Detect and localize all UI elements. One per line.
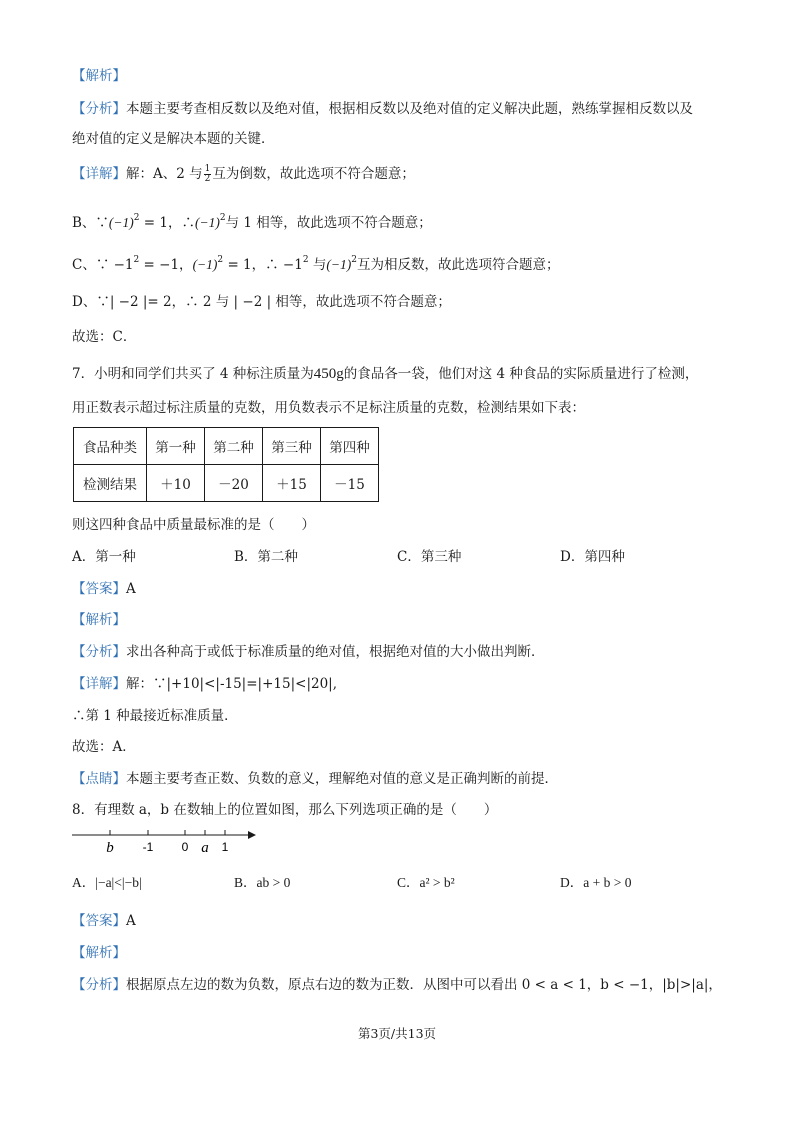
q7-conclusion: ∴第 1 种最接近标准质量． xyxy=(72,708,238,724)
q6-fenxi-line1: 【分析】本题主要考查相反数以及绝对值，根据相反数以及绝对值的定义解决此题，熟练掌握相反数以及 xyxy=(72,101,693,117)
table-cell: 食品种类 xyxy=(74,428,147,465)
q7-option-a: A．第一种 xyxy=(72,549,136,565)
q6-detail-d: D、∵| −2 |= 2，∴ 2 与 | −2 | 相等，故此选项不符合题意； xyxy=(72,294,451,310)
table-cell: 第四种 xyxy=(321,428,379,465)
number-line-figure xyxy=(72,826,262,856)
q7-detail: 【详解】解：∵|+10|<|-15|=|+15|<|20|, xyxy=(72,676,338,692)
q8-fenxi: 【分析】根据原点左边的数为负数，原点右边的数为正数．从图中可以看出 0 < a < 1，b < −1，|b|>|a|， xyxy=(72,977,722,993)
q6-detail-c: C、∵ $-1^2 = -1$，$(-1)^2 = 1$，∴ $-1^2$ 与$(-1)^2$互为相反数，故此选项符合题意； xyxy=(72,255,560,273)
q7-option-d: D．第四种 xyxy=(560,549,625,565)
q7-question: 则这四种食品中质量最标准的是（ ） xyxy=(72,517,315,533)
q7-answer: 【答案】A xyxy=(72,581,136,597)
q7-option-b: B．第二种 xyxy=(234,549,298,565)
q8-option-c: C．a² > b² xyxy=(397,875,455,890)
table-cell: －15 xyxy=(321,465,379,502)
table-cell: 第一种 xyxy=(147,428,205,465)
axis-label-b: b xyxy=(106,840,114,856)
axis-label-minus-one: -1 xyxy=(142,840,154,854)
q8-analysis-tag: 【解析】 xyxy=(72,945,126,961)
q8-option-a: A．|−a|<|−b| xyxy=(72,875,142,890)
q7-result-table xyxy=(73,427,379,502)
table-cell: 检测结果 xyxy=(74,465,147,502)
table-cell: 第二种 xyxy=(205,428,263,465)
q8-option-d: D．a + b > 0 xyxy=(560,875,632,890)
q7-stem-line2: 用正数表示超过标注质量的克数，用负数表示不足标注质量的克数，检测结果如下表： xyxy=(72,400,585,416)
q7-analysis-tag: 【解析】 xyxy=(72,612,126,628)
table-cell: ＋10 xyxy=(147,465,205,502)
q8-stem: 8．有理数 a，b 在数轴上的位置如图，那么下列选项正确的是（ ） xyxy=(72,802,498,818)
page-footer: 第3页/共13页 xyxy=(357,1026,437,1041)
table-header-row xyxy=(74,428,379,465)
table-cell: 第三种 xyxy=(263,428,321,465)
q6-detail-b: B、$\because(-1)^2 = 1$，$\therefore(-1)^2$与 1 相等，故此选项不符合题意； xyxy=(72,213,432,231)
analysis-tag: 【解析】 xyxy=(72,68,126,84)
q8-answer: 【答案】A xyxy=(72,913,136,929)
axis-label-a: a xyxy=(201,840,209,856)
q6-choice: 故选：C． xyxy=(72,329,137,345)
q8-option-b: B．ab > 0 xyxy=(234,875,291,890)
q7-review: 【点睛】本题主要考查正数、负数的意义，理解绝对值的意义是正确判断的前提． xyxy=(72,771,558,787)
axis-label-one: 1 xyxy=(221,840,229,854)
table-cell: ＋15 xyxy=(263,465,321,502)
q6-detail-a: 【详解】解：A、2 与 $\frac{1}{2}$ 互为倒数，故此选项不符合题意； xyxy=(72,164,415,184)
table-cell: －20 xyxy=(205,465,263,502)
table-row xyxy=(74,465,379,502)
q6-fenxi-line2: 绝对值的定义是解决本题的关键． xyxy=(72,131,275,147)
q7-option-c: C．第三种 xyxy=(397,549,462,565)
axis-label-zero: 0 xyxy=(181,840,189,854)
q7-stem-line1: 7．小明和同学们共买了 4 种标注质量为450g的食品各一袋，他们对这 4 种食品的实际质量进行了检测， xyxy=(72,366,699,382)
fraction-one-half: $\frac{1}{2}$ xyxy=(204,164,211,184)
axis-arrow-icon xyxy=(248,831,256,839)
q7-choice: 故选：A． xyxy=(72,739,136,755)
q7-fenxi: 【分析】求出各种高于或低于标准质量的绝对值，根据绝对值的大小做出判断． xyxy=(72,644,545,660)
